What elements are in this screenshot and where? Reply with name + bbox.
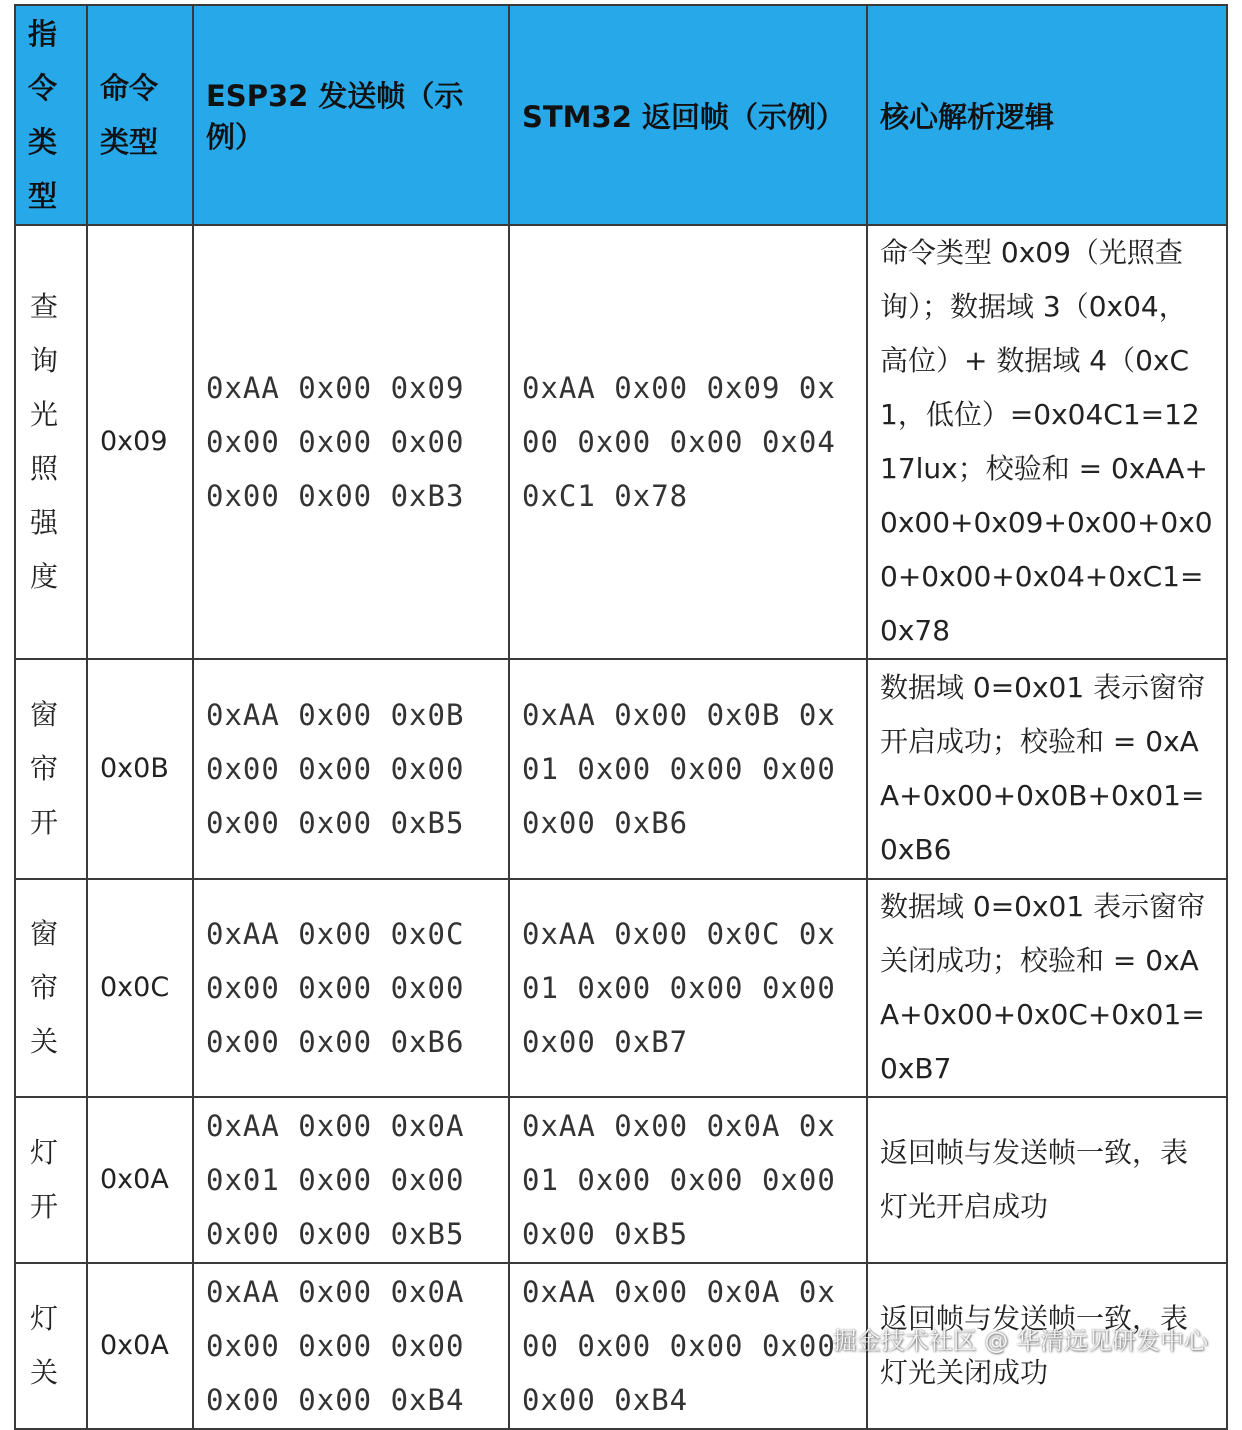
table-row [15, 879, 1227, 1097]
return-frame-cell: 0xAA 0x00 0x0A 0x00 0x00 0x00 0x00 0x00 0xB4 [509, 1263, 867, 1429]
header-instruction-type: 指令类型 [15, 5, 87, 225]
return-frame-cell: 0xAA 0x00 0x0B 0x01 0x00 0x00 0x00 0x00 0xB6 [509, 659, 867, 879]
parse-logic-cell: 数据域 0=0x01 表示窗帘开启成功；校验和 = 0xAA+0x00+0x0B+0x01=0xB6 [867, 659, 1227, 879]
table-row [15, 225, 1227, 659]
command-table [14, 4, 1228, 1430]
send-frame-cell: 0xAA 0x00 0x0A 0x01 0x00 0x00 0x00 0x00 0xB5 [193, 1097, 509, 1263]
instruction-type-cell: 灯开 [15, 1097, 87, 1263]
watermark: 掘金技术社区 @ 华清远见研发中心 [832, 1327, 1208, 1355]
instruction-type-cell: 查询光照强度 [15, 225, 87, 659]
command-code-cell: 0x0A [87, 1263, 193, 1429]
command-code-cell: 0x0C [87, 879, 193, 1097]
send-frame-cell: 0xAA 0x00 0x09 0x00 0x00 0x00 0x00 0x00 0xB3 [193, 225, 509, 659]
header-parse-logic: 核心解析逻辑 [867, 5, 1227, 225]
header-esp32-send-frame: ESP32 发送帧（示例） [193, 5, 509, 225]
parse-logic-cell: 数据域 0=0x01 表示窗帘关闭成功；校验和 = 0xAA+0x00+0x0C+0x01=0xB7 [867, 879, 1227, 1097]
return-frame-cell: 0xAA 0x00 0x0C 0x01 0x00 0x00 0x00 0x00 0xB7 [509, 879, 867, 1097]
table-row [15, 1097, 1227, 1263]
instruction-type-cell: 灯关 [15, 1263, 87, 1429]
return-frame-cell: 0xAA 0x00 0x09 0x00 0x00 0x00 0x04 0xC1 0x78 [509, 225, 867, 659]
instruction-type-cell: 窗帘开 [15, 659, 87, 879]
parse-logic-cell: 返回帧与发送帧一致，表灯光关闭成功 [867, 1263, 1227, 1429]
table-header-row [15, 5, 1227, 225]
send-frame-cell: 0xAA 0x00 0x0C 0x00 0x00 0x00 0x00 0x00 0xB6 [193, 879, 509, 1097]
header-command-type: 命令类型 [87, 5, 193, 225]
header-stm32-return-frame: STM32 返回帧（示例） [509, 5, 867, 225]
instruction-type-cell: 窗帘关 [15, 879, 87, 1097]
send-frame-cell: 0xAA 0x00 0x0A 0x00 0x00 0x00 0x00 0x00 0xB4 [193, 1263, 509, 1429]
send-frame-cell: 0xAA 0x00 0x0B 0x00 0x00 0x00 0x00 0x00 0xB5 [193, 659, 509, 879]
command-code-cell: 0x0B [87, 659, 193, 879]
return-frame-cell: 0xAA 0x00 0x0A 0x01 0x00 0x00 0x00 0x00 0xB5 [509, 1097, 867, 1263]
command-code-cell: 0x09 [87, 225, 193, 659]
table-row [15, 659, 1227, 879]
parse-logic-cell: 返回帧与发送帧一致，表灯光开启成功 [867, 1097, 1227, 1263]
parse-logic-cell: 命令类型 0x09（光照查询）；数据域 3（0x04，高位）+ 数据域 4（0xC1，低位）=0x04C1=1217lux；校验和 = 0xAA+0x00+0x09+0x00+0x00+0x00+0x04+0xC1=0x78 [867, 225, 1227, 659]
command-code-cell: 0x0A [87, 1097, 193, 1263]
